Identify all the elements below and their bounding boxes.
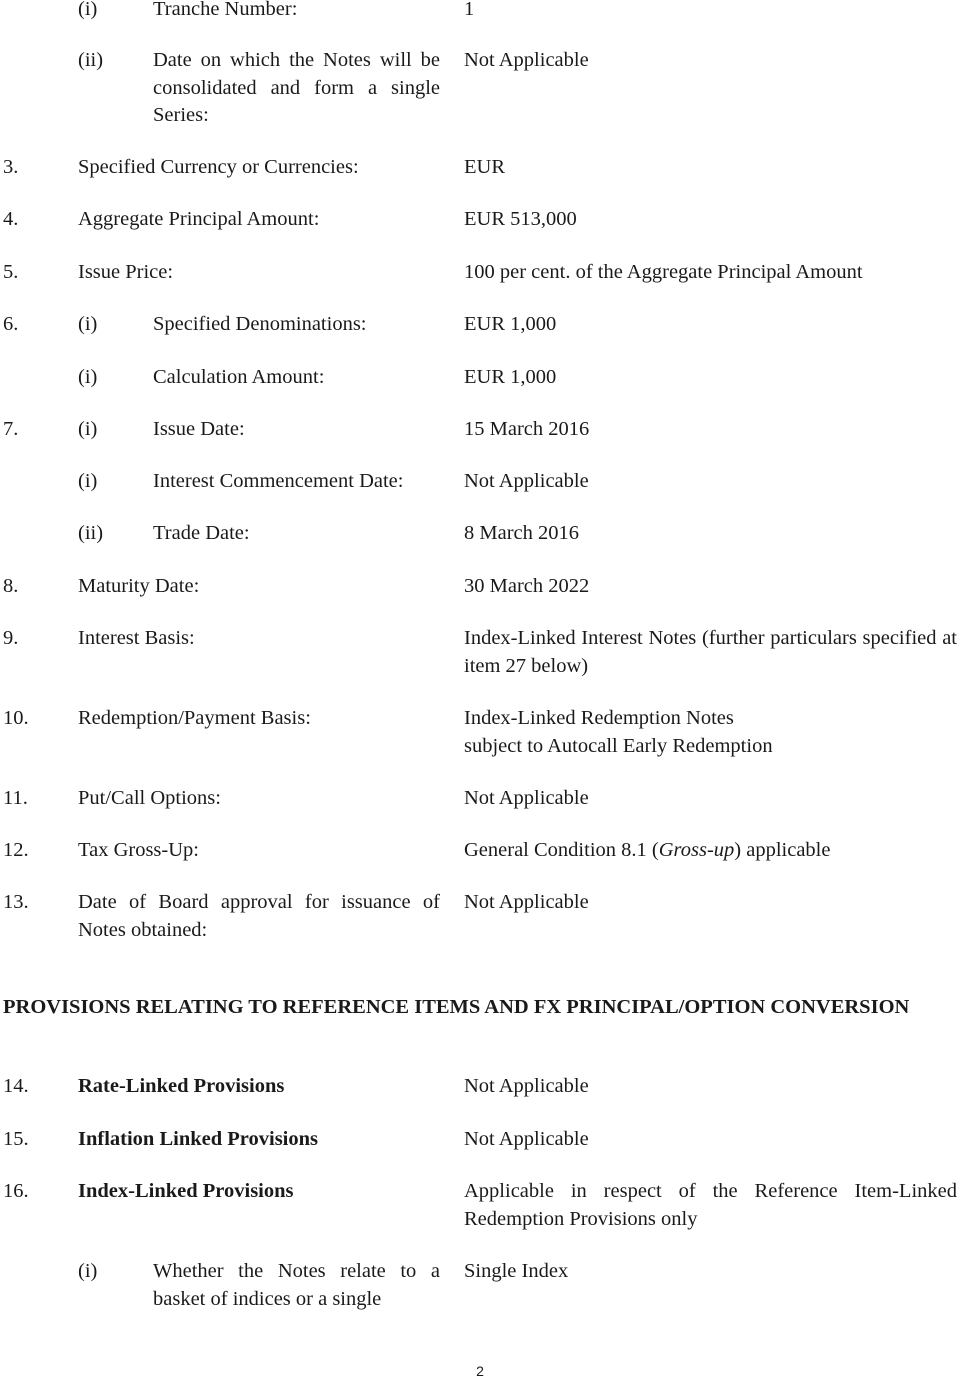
item-sub-number: (i) <box>78 418 98 440</box>
item-number: 9. <box>3 627 19 649</box>
item-sub-number: (ii) <box>78 49 104 71</box>
item-value: 15 March 2016 <box>464 418 590 440</box>
item-number: 6. <box>3 313 19 335</box>
item-value: Not Applicable <box>464 787 589 809</box>
item-value: Not Applicable <box>464 49 589 71</box>
item-value: EUR 1,000 <box>464 313 557 335</box>
item-label: Issue Price: <box>78 261 174 283</box>
item-value: Index-Linked Interest Notes (further particulars specified at item 27 below) <box>464 627 957 677</box>
item-label: Inflation Linked Provisions <box>78 1128 318 1150</box>
item-number: 5. <box>3 261 19 283</box>
item-label: Specified Denominations: <box>153 313 367 335</box>
page-number: 2 <box>476 1363 484 1379</box>
item-sub-number: (i) <box>78 313 98 335</box>
item-label: Rate-Linked Provisions <box>78 1075 285 1097</box>
item-label: Interest Commencement Date: <box>153 470 404 492</box>
item-label: Specified Currency or Currencies: <box>78 156 359 178</box>
item-value: Not Applicable <box>464 470 589 492</box>
item-label: Tax Gross-Up: <box>78 839 199 861</box>
item-number: 15. <box>3 1128 29 1150</box>
item-value: Applicable in respect of the Reference Item-Linked Redemption Provisions only <box>464 1180 957 1230</box>
item-label: Calculation Amount: <box>153 366 325 388</box>
item-sub-number: (i) <box>78 0 98 20</box>
item-number: 8. <box>3 575 19 597</box>
item-value: EUR 1,000 <box>464 366 557 388</box>
item-label: Whether the Notes relate to a basket of indices or a single <box>153 1260 440 1310</box>
item-number: 14. <box>3 1075 29 1097</box>
item-label: Issue Date: <box>153 418 245 440</box>
item-number: 7. <box>3 418 19 440</box>
item-label: Date on which the Notes will be consolidated and form a single Series: <box>153 49 440 126</box>
item-value-line: subject to Autocall Early Redemption <box>464 734 773 757</box>
item-sub-number: (i) <box>78 470 98 492</box>
item-value-line: Index-Linked Redemption Notes <box>464 707 734 729</box>
item-label: Put/Call Options: <box>78 787 221 809</box>
item-label: Trade Date: <box>153 522 250 544</box>
item-label: Maturity Date: <box>78 575 200 597</box>
item-value: EUR 513,000 <box>464 208 577 230</box>
item-sub-number: (i) <box>78 1260 98 1282</box>
item-number: 12. <box>3 839 29 861</box>
item-value-italic: Gross-up <box>658 839 735 861</box>
item-label: Interest Basis: <box>78 627 195 649</box>
item-value: 1 <box>464 0 475 20</box>
item-number: 3. <box>3 156 19 178</box>
item-number: 11. <box>3 787 28 809</box>
item-label: Aggregate Principal Amount: <box>78 208 320 230</box>
item-sub-number: (ii) <box>78 522 104 544</box>
item-number: 4. <box>3 208 19 230</box>
section-heading: PROVISIONS RELATING TO REFERENCE ITEMS AND FX PRINCIPAL/OPTION CONVERSION <box>3 996 910 1018</box>
item-value-text: General Condition 8.1 ( <box>464 839 659 861</box>
item-label: Tranche Number: <box>153 0 298 20</box>
item-label: Index-Linked Provisions <box>78 1180 294 1202</box>
item-number: 10. <box>3 707 29 729</box>
item-value: Not Applicable <box>464 1075 589 1097</box>
item-value: Not Applicable <box>464 1128 589 1150</box>
item-value: 30 March 2022 <box>464 575 590 597</box>
item-value: 8 March 2016 <box>464 522 580 544</box>
item-value: EUR <box>464 156 505 178</box>
item-value <box>464 837 830 865</box>
item-number: 13. <box>3 891 29 913</box>
item-label: Redemption/Payment Basis: <box>78 707 311 729</box>
item-sub-number: (i) <box>78 366 98 388</box>
item-value: Not Applicable <box>464 891 589 913</box>
item-label: Date of Board approval for issuance of Notes obtained: <box>78 891 440 941</box>
item-number: 16. <box>3 1180 29 1202</box>
item-value-text: ) applicable <box>734 839 831 861</box>
item-value <box>464 705 773 760</box>
item-value: 100 per cent. of the Aggregate Principal Amount <box>464 261 863 283</box>
item-value: Single Index <box>464 1260 569 1282</box>
